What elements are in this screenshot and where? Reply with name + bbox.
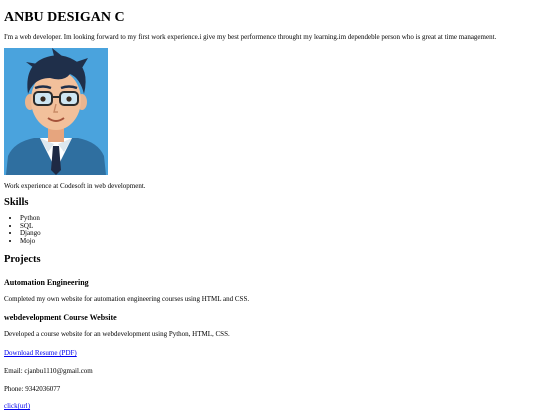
skill-item: • Django [20, 230, 536, 238]
page-title: ANBU DESIGAN C [4, 10, 125, 25]
project-title: webdevelopment Course Website [4, 313, 117, 323]
skills-heading: Skills [4, 197, 29, 209]
project-description: Completed my own website for automation engineering courses using HTML and CSS. [4, 295, 250, 304]
skills-list [4, 215, 536, 245]
email-text: Email: cjanbu1110@gmail.com [4, 367, 93, 376]
download-resume-link[interactable]: Download Resume (PDF) [4, 349, 77, 358]
skill-item: • Python [20, 215, 536, 223]
projects-heading: Projects [4, 254, 41, 266]
intro-text: I'm a web developer. Im looking forward to my first work experience.i give my best performence throught my learning.im dependeble person who is great at time management. [4, 33, 497, 41]
click-url-link[interactable]: click(url) [4, 402, 31, 410]
project-title: Automation Engineering [4, 278, 89, 288]
project-description: Developed a course website for an webdevelopment using Python, HTML, CSS. [4, 330, 230, 339]
work-experience-text: Work experience at Codesoft in web development. [4, 182, 146, 191]
person-avatar-icon [4, 48, 108, 175]
phone-text: Phone: 9342036077 [4, 385, 61, 394]
skill-item: • SQL [20, 223, 536, 231]
skill-item: • Mojo [20, 238, 536, 246]
